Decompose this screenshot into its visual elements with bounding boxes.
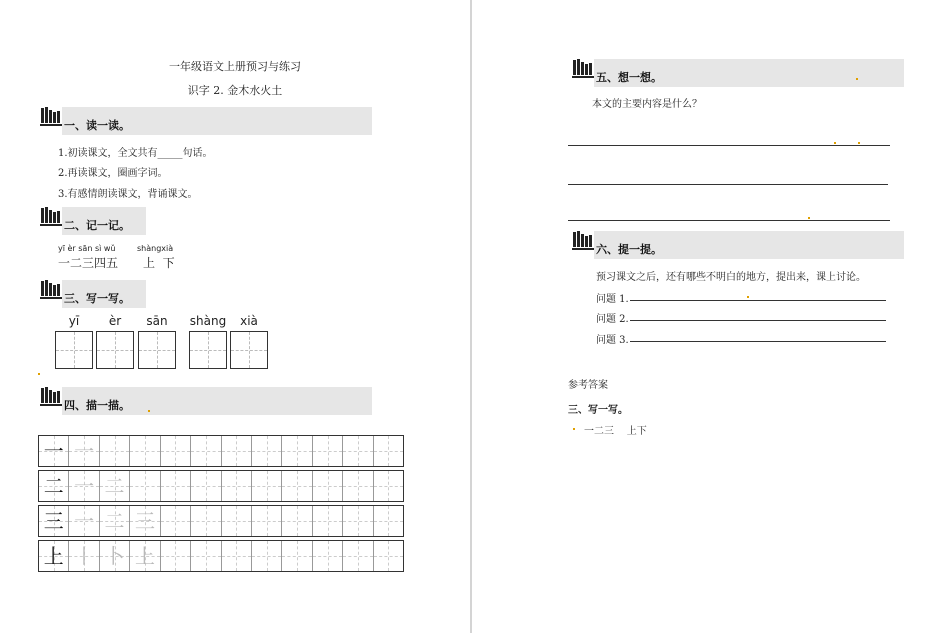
speck xyxy=(747,296,749,298)
trace-model-char: 三 xyxy=(43,509,64,533)
book-icon xyxy=(40,385,62,407)
think-question: 本文的主要内容是什么？ xyxy=(592,99,702,110)
read-item-2: 2.再读课文，圈画字词。 xyxy=(58,168,168,179)
writing-box[interactable] xyxy=(189,331,227,369)
right-page xyxy=(472,0,947,633)
page-divider xyxy=(470,0,472,633)
write-pinyin-4: shàng xyxy=(189,314,227,328)
answer-heading: 参考答案 xyxy=(568,380,608,391)
book-icon xyxy=(572,229,594,251)
section-memorize xyxy=(40,205,146,233)
trace-guide-char: 三 xyxy=(134,509,155,533)
section-trace xyxy=(40,385,372,413)
writing-box[interactable] xyxy=(96,331,134,369)
writing-box[interactable] xyxy=(230,331,268,369)
memorize-chars-2: 上 下 xyxy=(143,256,175,270)
section-write-title: 三、写一写。 xyxy=(64,292,130,305)
section-memorize-title: 二、记一记。 xyxy=(64,219,130,232)
memorize-chars-1: 一二三四五 xyxy=(58,256,119,270)
answer-text: 一二三 上下 xyxy=(584,426,647,437)
section-read-title: 一、读一读。 xyxy=(64,119,130,132)
writing-box[interactable] xyxy=(55,331,93,369)
speck xyxy=(148,410,150,412)
trace-row-2[interactable] xyxy=(38,470,404,502)
trace-row-1[interactable] xyxy=(38,435,404,467)
section-think-title: 五、想一想。 xyxy=(596,71,662,84)
document-subtitle: 识字 2. 金木水火土 xyxy=(187,84,283,97)
trace-guide-char: 丨 xyxy=(74,544,95,568)
document-title: 一年级语文上册预习与练习 xyxy=(169,60,301,73)
book-icon xyxy=(572,57,594,79)
read-item-3: 3.有感情朗读课文，背诵课文。 xyxy=(58,189,198,200)
question-line[interactable] xyxy=(630,300,886,301)
write-pinyin-2: èr xyxy=(108,314,122,328)
trace-guide-char: 二 xyxy=(104,474,125,498)
ask-prompt: 预习课文之后，还有哪些不明白的地方，提出来，课上讨论。 xyxy=(596,272,866,283)
trace-model-char: 一 xyxy=(43,439,64,463)
section-trace-title: 四、描一描。 xyxy=(64,399,130,412)
section-write xyxy=(40,278,146,306)
section-think xyxy=(572,57,904,85)
book-icon xyxy=(40,205,62,227)
writing-box[interactable] xyxy=(138,331,176,369)
section-ask xyxy=(572,229,904,257)
speck xyxy=(38,373,40,375)
question-label-2: 问题 2. xyxy=(596,314,629,325)
speck xyxy=(856,78,858,80)
question-line[interactable] xyxy=(630,320,886,321)
book-icon xyxy=(40,105,62,127)
section-read xyxy=(40,105,372,133)
trace-guide-char: 一 xyxy=(74,509,95,533)
section-ask-title: 六、提一提。 xyxy=(596,243,662,256)
question-label-1: 问题 1. xyxy=(596,294,629,305)
question-label-3: 问题 3. xyxy=(596,335,629,346)
book-icon xyxy=(40,278,62,300)
answer-section-title: 三、写一写。 xyxy=(568,405,628,416)
trace-guide-char: 卜 xyxy=(104,544,125,568)
speck xyxy=(808,217,810,219)
trace-guide-char: 二 xyxy=(104,509,125,533)
answer-line[interactable] xyxy=(568,145,890,146)
speck xyxy=(858,142,860,144)
answer-line[interactable] xyxy=(568,184,888,185)
speck xyxy=(573,428,575,430)
write-pinyin-5: xià xyxy=(240,314,258,328)
answer-line[interactable] xyxy=(568,220,890,221)
trace-guide-char: 上 xyxy=(134,544,155,568)
speck xyxy=(834,142,836,144)
memorize-pinyin-2: shàngxià xyxy=(137,244,174,253)
trace-guide-char: 一 xyxy=(74,439,95,463)
trace-row-4[interactable] xyxy=(38,540,404,572)
write-pinyin-3: sān xyxy=(146,314,168,328)
trace-guide-char: 一 xyxy=(74,474,95,498)
read-item-1: 1.初读课文，全文共有_____句话。 xyxy=(58,148,213,159)
trace-model-char: 二 xyxy=(43,474,64,498)
trace-model-char: 上 xyxy=(43,544,64,568)
trace-row-3[interactable] xyxy=(38,505,404,537)
memorize-pinyin-1: yī èr sān sì wǔ xyxy=(58,244,116,253)
write-pinyin-1: yī xyxy=(68,314,80,328)
question-line[interactable] xyxy=(630,341,886,342)
